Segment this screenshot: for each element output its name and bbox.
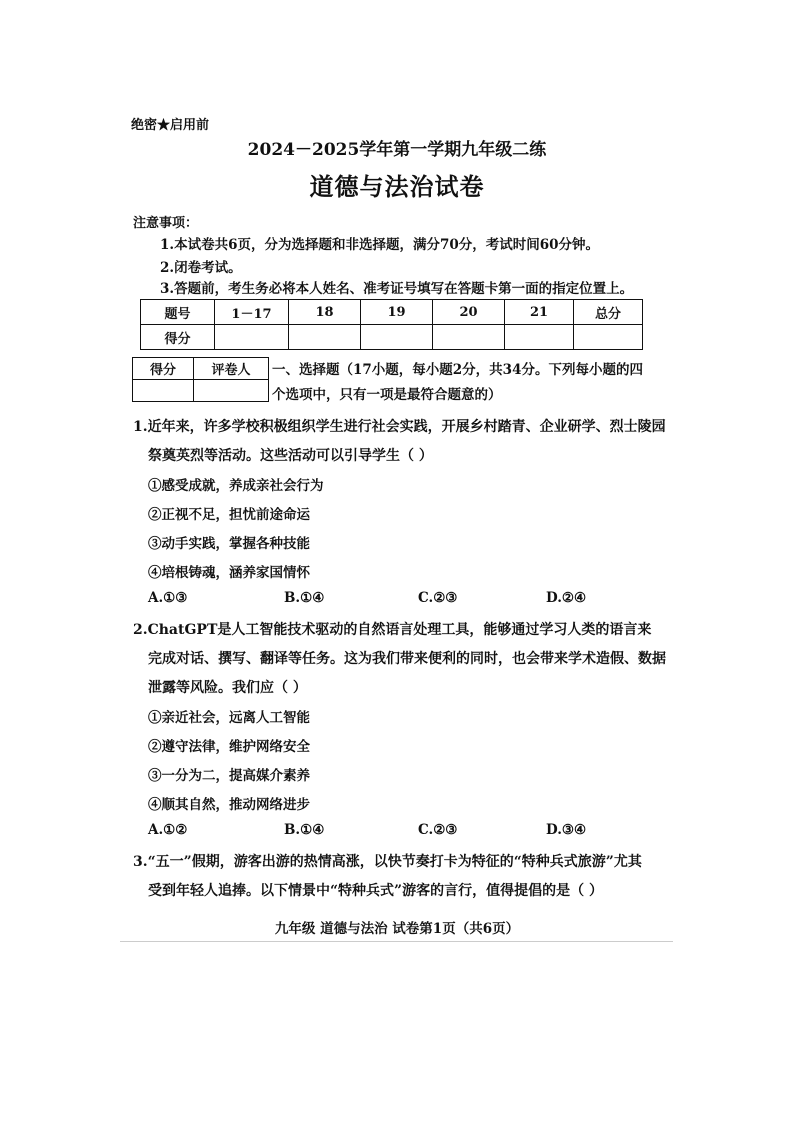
question-1-statement: ①感受成就，养成亲社会行为 [148, 478, 324, 494]
question-1-choice-d: D.②④ [546, 590, 587, 606]
question-2-line: 完成对话、撰写、翻译等任务。这为我们带来便利的同时，也会带来学术造假、数据 [148, 651, 666, 667]
score-cell [574, 325, 643, 350]
grader-table [132, 357, 269, 402]
score-cell [289, 325, 361, 350]
question-2-choice-d: D.③④ [546, 822, 587, 838]
score-table-header: 21 [505, 300, 574, 325]
question-1-line: 祭奠英烈等活动。这些活动可以引导学生（ ） [148, 448, 433, 464]
notice-item: 1.本试卷共6页，分为选择题和非选择题，满分70分，考试时间60分钟。 [160, 237, 600, 253]
question-1-choice-b: B.①④ [284, 590, 325, 606]
score-table-header: 总分 [574, 300, 643, 325]
score-row-label: 得分 [141, 325, 215, 350]
grader-score-cell [133, 380, 194, 402]
question-2-statement: ③一分为二，提高媒介素养 [148, 768, 310, 784]
score-cell [215, 325, 289, 350]
score-table [140, 299, 643, 350]
question-1-statement: ③动手实践，掌握各种技能 [148, 536, 310, 552]
question-2-choice-b: B.①④ [284, 822, 325, 838]
secret-mark: 绝密★启用前 [131, 118, 210, 133]
question-1-statement: ④培根铸魂，涵养家国情怀 [148, 565, 310, 581]
score-table-header: 1－17 [215, 300, 289, 325]
question-2-line: 泄露等风险。我们应（ ） [148, 680, 307, 696]
score-table-header: 20 [433, 300, 505, 325]
question-2-line: 2.ChatGPT是人工智能技术驱动的自然语言处理工具，能够通过学习人类的语言来 [133, 622, 652, 638]
subject-title: 道德与法治试卷 [309, 172, 485, 201]
question-3-line: 受到年轻人追捧。以下情景中“特种兵式”游客的言行，值得提倡的是（ ） [148, 883, 603, 899]
notice-heading: 注意事项： [133, 216, 199, 231]
exam-title: 2024－2025学年第一学期九年级二练 [247, 140, 547, 160]
notice-item: 3.答题前，考生务必将本人姓名、准考证号填写在答题卡第一面的指定位置上。 [160, 281, 634, 297]
score-table-header: 19 [361, 300, 433, 325]
score-table-header: 题号 [141, 300, 215, 325]
score-cell [433, 325, 505, 350]
question-2-statement: ①亲近社会，远离人工智能 [148, 710, 310, 726]
score-table-header: 18 [289, 300, 361, 325]
question-1-choice-a: A.①③ [148, 590, 188, 606]
question-3-line: 3.“五一”假期，游客出游的热情高涨，以快节奏打卡为特征的“特种兵式旅游”尤其 [133, 854, 642, 870]
question-2-choice-c: C.②③ [418, 822, 458, 838]
question-1-line: 1.近年来，许多学校积极组织学生进行社会实践，开展乡村踏青、企业研学、烈士陵园 [133, 419, 666, 435]
grader-cell [194, 380, 269, 402]
question-1-choice-c: C.②③ [418, 590, 458, 606]
grader-score-label: 得分 [133, 358, 194, 380]
score-cell [361, 325, 433, 350]
question-2-statement: ②遵守法律，维护网络安全 [148, 739, 310, 755]
score-cell [505, 325, 574, 350]
footer-divider [120, 941, 673, 942]
question-1-statement: ②正视不足，担忧前途命运 [148, 507, 310, 523]
score-table-row [141, 325, 643, 350]
grader-label: 评卷人 [194, 358, 269, 380]
question-2-statement: ④顺其自然，推动网络进步 [148, 797, 310, 813]
section-heading: 一、选择题（17小题，每小题2分，共34分。下列每小题的四 [272, 362, 643, 378]
page-footer: 九年级 道德与法治 试卷第1页（共6页） [274, 921, 520, 937]
score-table-header-row [141, 300, 643, 325]
section-heading-cont: 个选项中，只有一项是最符合题意的） [272, 387, 502, 403]
notice-item: 2.闭卷考试。 [160, 260, 242, 276]
question-2-choice-a: A.①② [148, 822, 188, 838]
